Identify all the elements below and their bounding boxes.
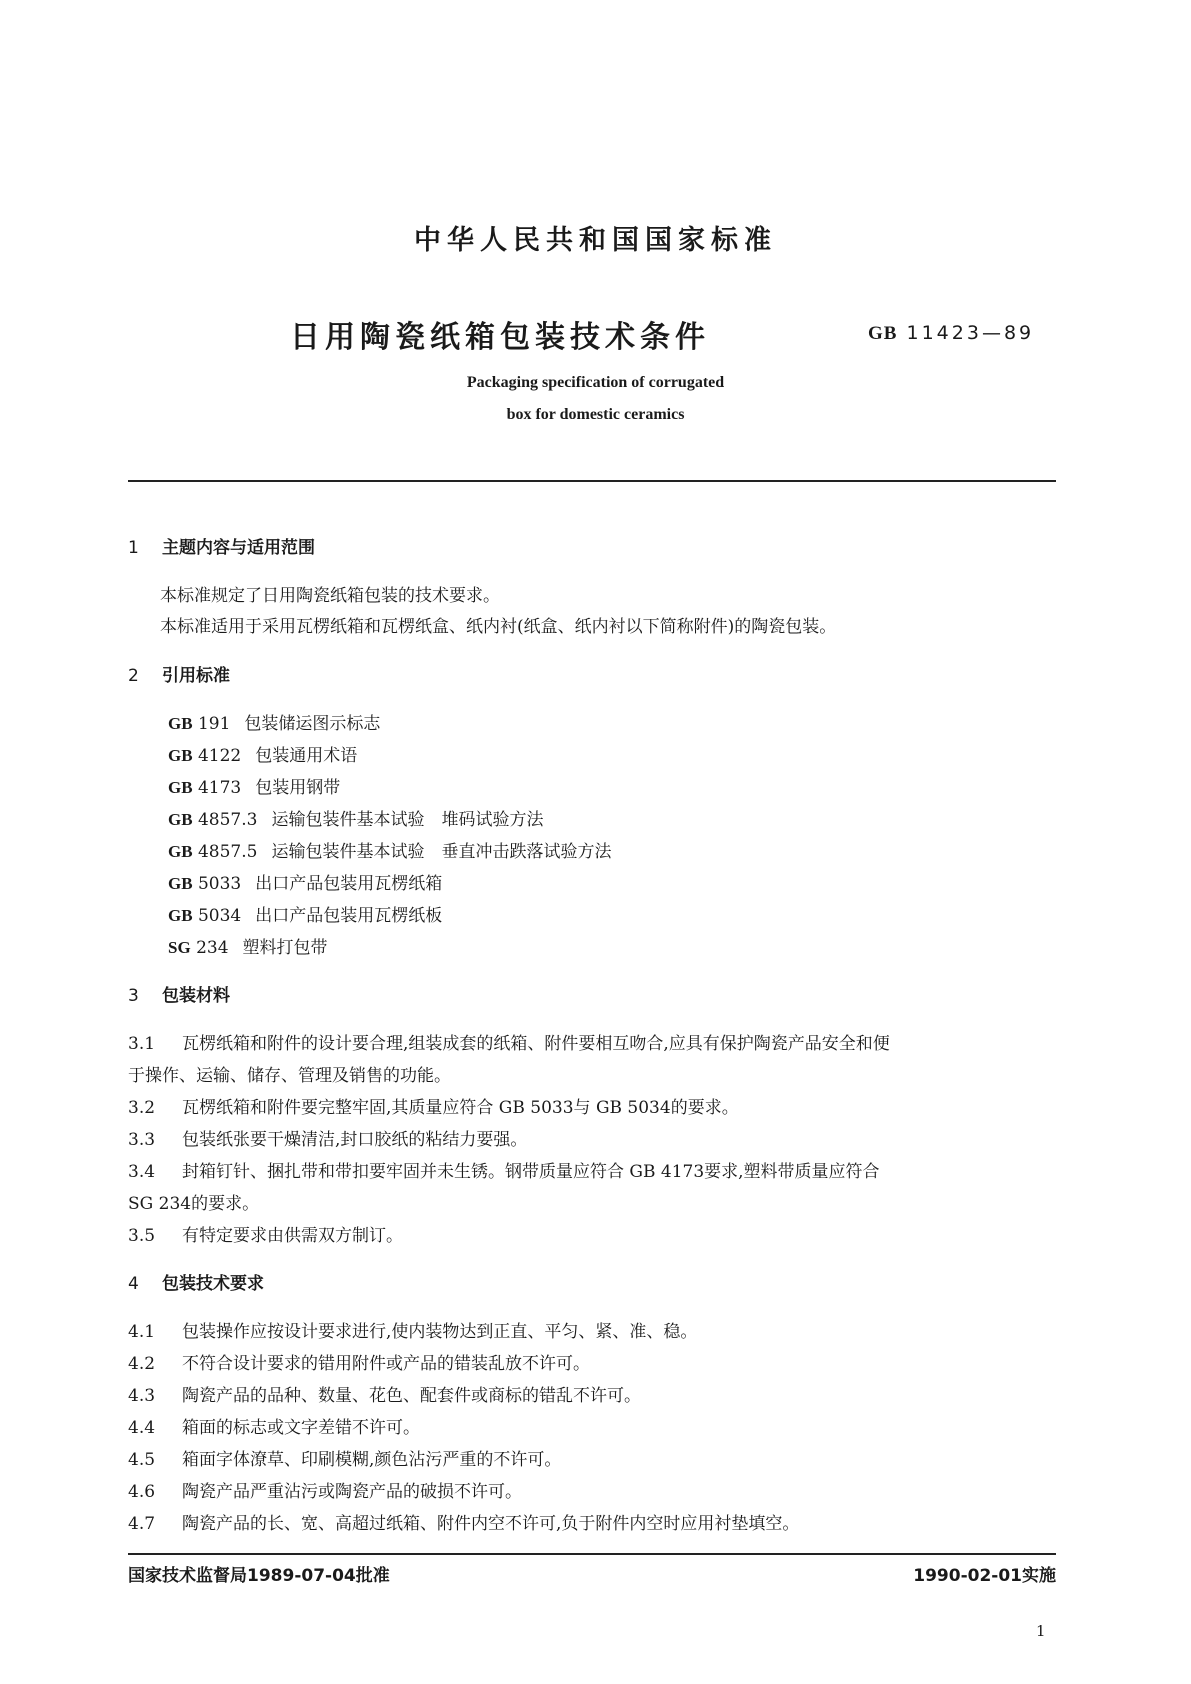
clause-3-5: 3.5 有特定要求由供需双方制订。	[128, 1226, 403, 1246]
effective-date: 1990-02-01实施	[913, 1566, 1056, 1586]
clause-3-3: 3.3 包装纸张要干燥清洁,封口胶纸的粘结力要强。	[128, 1130, 528, 1150]
reference-item: GB 4173 包装用钢带	[168, 778, 341, 798]
reference-item: GB 4857.3 运输包装件基本试验 堆码试验方法	[168, 810, 544, 830]
standard-number	[868, 322, 1034, 345]
section1-paragraph-1: 本标准规定了日用陶瓷纸箱包装的技术要求。	[160, 586, 500, 606]
reference-item: GB 4857.5 运输包装件基本试验 垂直冲击跌落试验方法	[168, 842, 612, 862]
page-number: 1	[1036, 1622, 1046, 1640]
reference-item: GB 191 包装储运图示标志	[168, 714, 381, 734]
clause-4-2: 4.2 不符合设计要求的错用附件或产品的错装乱放不许可。	[128, 1354, 590, 1374]
reference-item: GB 4122 包装通用术语	[168, 746, 358, 766]
clause-3-4-continued: SG 234的要求。	[128, 1194, 260, 1214]
national-standard-heading: 中华人民共和国国家标准	[414, 225, 777, 256]
section-heading-4: 4 包装技术要求	[128, 1274, 264, 1294]
english-title-line-2: box for domestic ceramics	[506, 406, 685, 423]
clause-4-6: 4.6 陶瓷产品严重沾污或陶瓷产品的破损不许可。	[128, 1482, 522, 1502]
standard-number-value: 11423—89	[906, 322, 1035, 344]
clause-4-4: 4.4 箱面的标志或文字差错不许可。	[128, 1418, 420, 1438]
gb-prefix: GB	[868, 323, 898, 344]
english-title-line-1: Packaging specification of corrugated	[466, 374, 725, 391]
document-title: 日用陶瓷纸箱包装技术条件	[290, 320, 710, 355]
clause-4-1: 4.1 包装操作应按设计要求进行,使内装物达到正直、平匀、紧、准、稳。	[128, 1322, 698, 1342]
footer-divider	[128, 1553, 1056, 1555]
clause-3-1: 3.1 瓦楞纸箱和附件的设计要合理,组装成套的纸箱、附件要相互吻合,应具有保护陶瓷产品安全和便	[128, 1034, 890, 1054]
clause-3-4: 3.4 封箱钉针、捆扎带和带扣要牢固并未生锈。钢带质量应符合 GB 4173要求,塑料带质量应符合	[128, 1162, 880, 1182]
section-heading-3: 3 包装材料	[128, 986, 230, 1006]
clause-3-1-continued: 于操作、运输、储存、管理及销售的功能。	[128, 1066, 451, 1086]
reference-item: GB 5034 出口产品包装用瓦楞纸板	[168, 906, 443, 926]
section-heading-1: 1 主题内容与适用范围	[128, 538, 315, 558]
section1-paragraph-2: 本标准适用于采用瓦楞纸箱和瓦楞纸盒、纸内衬(纸盒、纸内衬以下简称附件)的陶瓷包装。	[160, 617, 837, 637]
reference-item: GB 5033 出口产品包装用瓦楞纸箱	[168, 874, 443, 894]
clause-4-7: 4.7 陶瓷产品的长、宽、高超过纸箱、附件内空不许可,负于附件内空时应用衬垫填空。	[128, 1514, 800, 1534]
clause-4-5: 4.5 箱面字体潦草、印刷模糊,颜色沾污严重的不许可。	[128, 1450, 562, 1470]
clause-4-3: 4.3 陶瓷产品的品种、数量、花色、配套件或商标的错乱不许可。	[128, 1386, 641, 1406]
approval-date: 国家技术监督局1989-07-04批准	[128, 1566, 390, 1586]
clause-3-2: 3.2 瓦楞纸箱和附件要完整牢固,其质量应符合 GB 5033与 GB 5034的要求。	[128, 1098, 739, 1118]
header-divider	[128, 480, 1056, 482]
section-heading-2: 2 引用标准	[128, 666, 230, 686]
reference-item: SG 234 塑料打包带	[168, 938, 328, 958]
